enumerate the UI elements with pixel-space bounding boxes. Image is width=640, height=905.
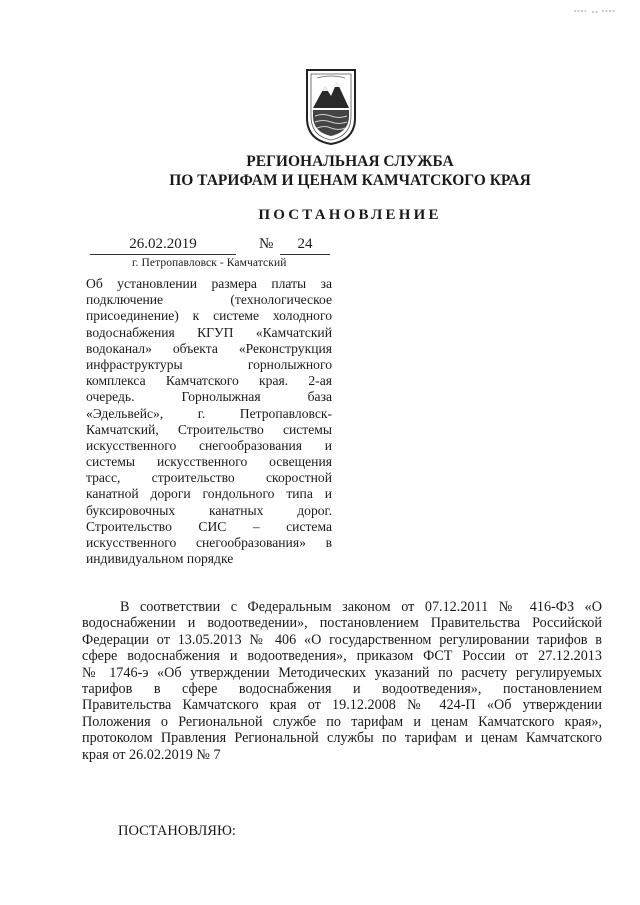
- subject-line: подключение (технологическое: [86, 292, 332, 308]
- document-body-paragraph: [82, 599, 602, 763]
- subject-line: присоединение) к системе холодного: [86, 308, 332, 324]
- resolution-heading: ПОСТАНОВЛЯЮ:: [118, 823, 236, 839]
- body-line: водоснабжении и водоотведении», постановлением Правительства Российской: [82, 615, 602, 632]
- kamchatka-coat-of-arms-emblem: [303, 66, 359, 146]
- scan-corner-marks: [572, 8, 622, 18]
- subject-line: искусственного снегообразования» в: [86, 535, 332, 550]
- subject-line: очередь. Горнолыжная база: [86, 389, 332, 405]
- subject-line: буксировочных канатных дорог.: [86, 502, 332, 518]
- body-line: Федерации от 13.05.2013 № 406 «О государственном регулировании тарифов в: [82, 631, 602, 648]
- subject-line: водоканал» объекта «Реконструкция: [86, 340, 332, 356]
- organization-title: [150, 152, 550, 190]
- document-date: 26.02.2019: [90, 236, 236, 255]
- number-sign: №: [259, 236, 274, 252]
- document-subject: [86, 276, 332, 567]
- subject-line: трасс, строительство скоростной: [86, 470, 332, 486]
- organization-title-line-1: РЕГИОНАЛЬНАЯ СЛУЖБА: [246, 153, 454, 170]
- subject-line: Строительство СИС – система: [86, 518, 332, 534]
- document-type-heading: ПОСТАНОВЛЕНИЕ: [258, 207, 442, 223]
- body-line: сфере водоснабжения и водоотведения», приказом ФСТ России от 27.12.2013: [82, 648, 602, 665]
- subject-line: Об установлении размера платы за: [86, 276, 332, 291]
- subject-line: канатной дороги гондольного типа и: [86, 486, 332, 502]
- body-line: Правительства Камчатского края от 19.12.2008 № 424-П «Об утверждении: [82, 697, 602, 714]
- subject-line: искусственного снегообразования и: [86, 437, 332, 453]
- body-line: В соответствии с Федеральным законом от 07.12.2011 № 416-ФЗ «О: [120, 599, 602, 615]
- issue-city: г. Петропавловск - Камчатский: [132, 257, 287, 269]
- body-line: Положения о Региональной службе по тарифам и ценам Камчатского края»,: [82, 713, 602, 730]
- subject-line: инфраструктуры горнолыжного: [86, 356, 332, 372]
- document-number: 24: [280, 236, 330, 255]
- subject-line: индивидуальном порядке: [86, 551, 234, 567]
- subject-line: комплекса Камчатского края. 2-ая: [86, 373, 332, 389]
- organization-title-line-2: ПО ТАРИФАМ И ЦЕНАМ КАМЧАТСКОГО КРАЯ: [169, 172, 531, 189]
- subject-line: системы искусственного освещения: [86, 454, 332, 470]
- subject-line: водоснабжения КГУП «Камчатский: [86, 324, 332, 340]
- body-line: края от 26.02.2019 № 7: [82, 746, 221, 763]
- subject-line: Камчатский, Строительство системы: [86, 421, 332, 437]
- body-line: № 1746-э «Об утверждении Методических указаний по расчету регулируемых: [82, 664, 602, 681]
- body-line: протоколом Правления Региональной службы по тарифам и ценам Камчатского: [82, 730, 602, 747]
- body-line: тарифов в сфере водоснабжения и водоотведения», постановлением: [82, 680, 602, 697]
- subject-line: «Эдельвейс», г. Петропавловск-: [86, 405, 332, 421]
